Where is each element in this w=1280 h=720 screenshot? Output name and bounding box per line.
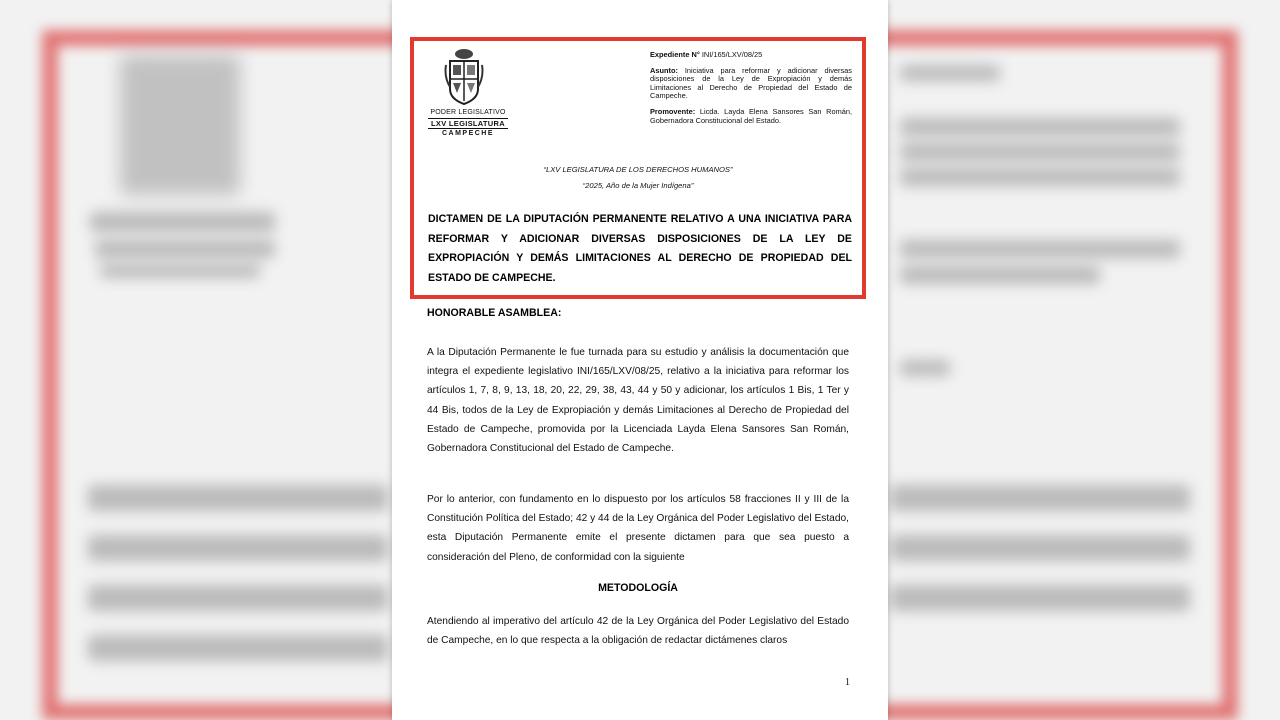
motto-line-2: “2025, Año de la Mujer Indígena” [582,181,694,190]
asunto-line [650,67,852,101]
salutation: HONORABLE ASAMBLEA: [427,307,562,319]
expediente-line [650,51,852,60]
blurred-org-text [95,240,275,258]
legislature-label [428,109,508,137]
blurred-title-line [88,535,388,561]
file-metadata [650,51,852,132]
paragraph-3: Atendiendo al imperativo del artículo 42 de la Ley Orgánica del Poder Legislativo del Estado de Campeche, en lo que respecta a la obligación de redactar dictámenes claros [427,616,849,647]
promovente-value: Licda. Layda Elena Sansores San Román, Gobernadora Constitucional del Estado. [650,106,852,125]
blurred-meta-text [900,65,1000,81]
state-seal-icon [444,47,484,107]
paragraph-1: A la Diputación Permanente le fue turnada para su estudio y análisis la documentación que integra el expediente legislativo INI/165/LXV/08/25, relativo a la iniciativa para reformar los artículos 1, 7, 8, 9, 13, 18, 20, 22, 29, 38, 43, 44 y 50 y adicionar, los artículos 1 Bis, 1 Ter y 44 Bis, todos de la Ley de Expropiación y demás Limitaciones al Derecho de Propiedad del Estado de Campeche, promovida por la Licenciada Layda Elena Sansores San Román, Gobernadora Constitucional del Estado de Campeche. [427,347,849,455]
document-title: DICTAMEN DE LA DIPUTACIÓN PERMANENTE RELATIVO A UNA INICIATIVA PARA REFORMAR Y ADICIONAR DIVERSAS DISPOSICIONES DE LA LEY DE EXPROPIACIÓN Y DEMÁS LIMITACIONES AL DERECHO DE PROPIEDAD DEL ESTADO DE CAMPECHE. [428,213,852,284]
promovente-label: Promovente: [650,106,696,116]
expediente-value: INI/165/LXV/08/25 [701,50,763,59]
motto-line-1: “LXV LEGISLATURA DE LOS DERECHOS HUMANOS” [543,165,733,174]
blurred-seal [120,55,240,195]
org-line-3: CAMPECHE [441,130,495,137]
blurred-meta-text [900,168,1180,186]
blurred-org-text [90,212,275,232]
expediente-label: Expediente N° [650,50,700,59]
blurred-motto [900,360,950,376]
asunto-value: Iniciativa para reformar y adicionar diversas disposiciones de la Ley de Expropiación y demás Limitaciones al Derecho de Propiedad del Estado de Campeche. [650,65,852,101]
promovente-line [650,108,852,125]
blurred-title-line [88,585,388,611]
blurred-title-line [890,485,1190,511]
paragraph-2: Por lo anterior, con fundamento en lo dispuesto por los artículos 58 fracciones II y III de la Constitución Política del Estado; 42 y 44 de la Ley Orgánica del Poder Legislativo del Estado, esta Diputación Permanente emite el presente dictamen para que sea puesto a consideración del Pleno, de conformidad con la siguiente [427,494,849,563]
org-line-2: LXV LEGISLATURA [428,118,508,129]
blurred-meta-text [900,266,1100,284]
section-heading: METODOLOGÍA [598,582,678,594]
blurred-title-line [88,635,388,661]
blurred-title-line [890,585,1190,611]
header-highlight-box [410,37,866,299]
blurred-meta-text [900,240,1180,258]
org-line-1: PODER LEGISLATIVO [430,109,506,116]
document-page [392,0,888,720]
page-number: 1 [845,677,850,688]
blurred-meta-text [900,118,1180,136]
blurred-meta-text [900,143,1180,161]
blurred-title-line [890,535,1190,561]
blurred-title-line [88,485,388,511]
blurred-org-text [100,264,260,278]
asunto-label: Asunto: [650,65,678,75]
